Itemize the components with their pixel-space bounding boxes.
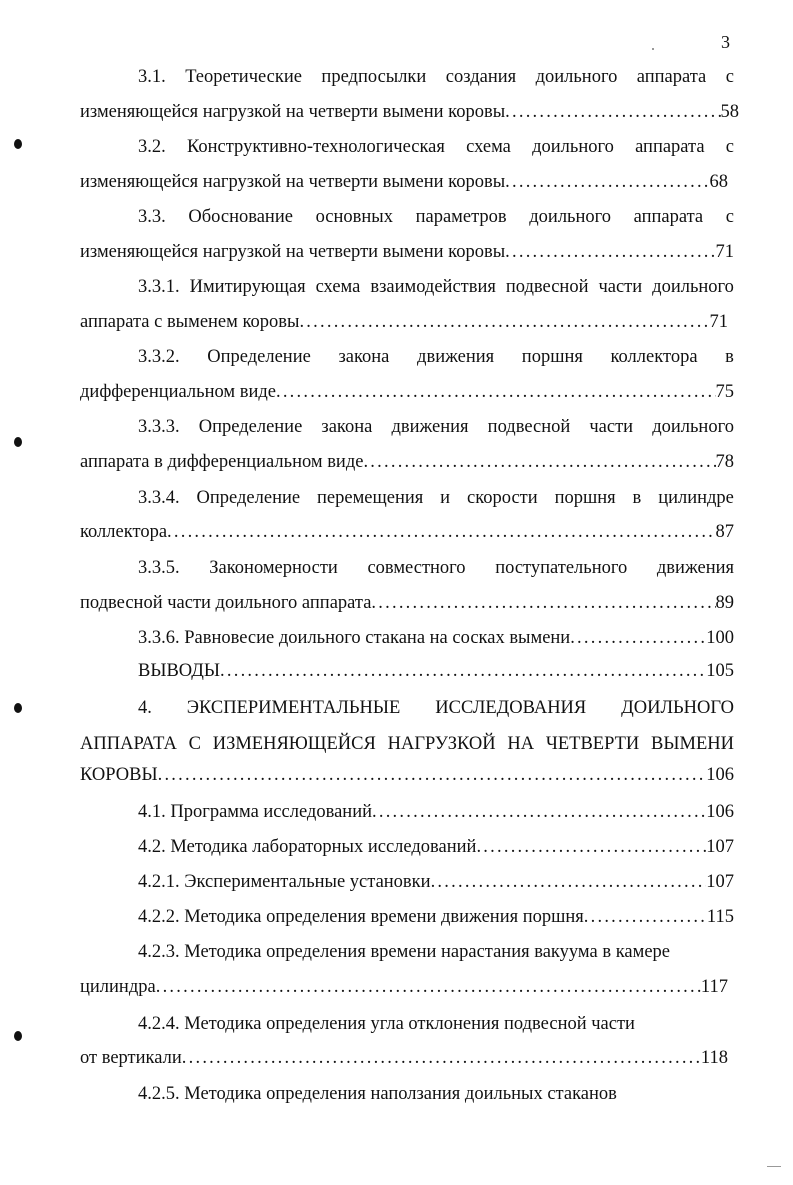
dot-leader <box>584 904 707 930</box>
dot-leader <box>505 239 715 265</box>
toc-word: 3.3.4. <box>138 488 180 508</box>
toc-page-number: 87 <box>715 522 734 542</box>
toc-word: ЧЕТВЕРТИ <box>545 734 640 754</box>
toc-word: 3.3.5. <box>138 558 180 578</box>
toc-word: схема <box>466 137 511 157</box>
toc-entry <box>138 799 734 825</box>
toc-page-number: 118 <box>700 1048 728 1068</box>
toc-word: скорости <box>466 488 538 508</box>
toc-entry-heading <box>138 695 734 721</box>
page-number: 3 <box>721 32 730 52</box>
toc-page-number: 78 <box>715 452 734 472</box>
toc-word: доильного <box>652 417 734 437</box>
dot-leader <box>158 762 707 788</box>
scan-speck <box>652 48 654 50</box>
toc-entry-heading <box>138 1011 734 1037</box>
toc-word: доильного <box>532 137 614 157</box>
toc-entry-heading <box>138 64 734 90</box>
dot-leader <box>505 99 720 125</box>
toc-word: доильного <box>652 277 734 297</box>
toc-entry-continuation <box>80 239 734 265</box>
toc-entry-text: КОРОВЫ <box>80 765 158 785</box>
toc-word: аппарата <box>635 137 705 157</box>
toc-entry-heading <box>138 1081 734 1107</box>
toc-entry-text: изменяющейся нагрузкой на четверти вымени коровы <box>80 242 506 262</box>
toc-word: предпосылки <box>321 67 427 87</box>
toc-word: движения <box>656 558 734 578</box>
toc-word: НАГРУЗКОЙ <box>387 734 496 754</box>
toc-entry-continuation <box>80 1045 728 1071</box>
dot-leader <box>167 519 715 545</box>
dot-leader <box>220 658 706 684</box>
toc-entry-text: ВЫВОДЫ <box>138 661 221 681</box>
toc-word: 3.3. <box>138 207 166 227</box>
toc-word: АППАРАТА <box>80 734 177 754</box>
dot-leader <box>371 590 715 616</box>
toc-word: движения <box>391 417 469 437</box>
toc-page-number: 89 <box>715 593 734 613</box>
toc-entry-continuation <box>80 762 734 788</box>
toc-word: схема <box>315 277 361 297</box>
toc-entry-heading <box>138 344 734 370</box>
dot-leader <box>372 799 706 825</box>
toc-page-number: 107 <box>706 837 734 857</box>
toc-entry-text: 4.2.3. Методика определения времени нарастания вакуума в камере <box>138 942 670 962</box>
toc-word: Определение <box>198 417 303 437</box>
toc-page-number: 115 <box>706 907 734 927</box>
toc-word: с <box>725 137 734 157</box>
toc-word: Конструктивно-технологическая <box>186 137 445 157</box>
toc-word: в <box>725 347 734 367</box>
toc-word: параметров <box>415 207 507 227</box>
toc-word: ИЗМЕНЯЮЩЕЙСЯ <box>212 734 376 754</box>
dot-leader <box>431 869 707 895</box>
dot-leader <box>276 379 716 405</box>
toc-word: коллектора <box>610 347 698 367</box>
toc-word: Определение <box>207 347 311 367</box>
toc-page-number: 106 <box>706 765 734 785</box>
toc-word: с <box>725 207 734 227</box>
toc-word: поступательного <box>495 558 628 578</box>
toc-word: Имитирующая <box>189 277 306 297</box>
scan-corner-mark <box>767 1166 781 1167</box>
binder-hole-mark <box>14 1031 22 1041</box>
toc-word: аппарата <box>633 207 704 227</box>
toc-word: Закономерности <box>209 558 338 578</box>
toc-word: аппарата <box>636 67 707 87</box>
toc-word: части <box>598 277 643 297</box>
dot-leader <box>182 1045 701 1071</box>
toc-entry <box>138 904 734 930</box>
toc-word: совместного <box>367 558 466 578</box>
binder-hole-mark <box>14 139 22 149</box>
toc-entry-text: 4.2.2. Методика определения времени движения поршня <box>138 907 584 927</box>
dot-leader <box>505 169 709 195</box>
toc-page-number: 106 <box>706 802 734 822</box>
toc-word: поршня <box>554 488 616 508</box>
toc-word: создания <box>445 67 517 87</box>
toc-entry-continuation <box>80 974 728 1000</box>
toc-word: С <box>188 734 201 754</box>
toc-page-number: 71 <box>709 312 728 332</box>
toc-word: ДОИЛЬНОГО <box>621 698 734 718</box>
toc-word: 3.2. <box>138 137 166 157</box>
toc-word: подвесной <box>487 417 571 437</box>
dot-leader <box>299 309 709 335</box>
toc-word: закона <box>338 347 390 367</box>
toc-entry-text: изменяющейся нагрузкой на четверти вымени коровы <box>80 172 506 192</box>
toc-page-number: 100 <box>706 628 734 648</box>
toc-entry-continuation <box>80 169 728 195</box>
toc-entry-text: дифференциальном виде <box>80 382 276 402</box>
toc-word: НА <box>507 734 535 754</box>
toc-page-number: 117 <box>700 977 728 997</box>
toc-word: с <box>725 67 734 87</box>
toc-entry-heading <box>138 555 734 581</box>
dot-leader <box>570 625 706 651</box>
toc-entry-text: изменяющейся нагрузкой на четверти вымени коровы <box>80 102 506 122</box>
toc-entry-heading <box>138 939 734 965</box>
toc-entry-text: 4.1. Программа исследований <box>138 802 372 822</box>
toc-word: 3.3.2. <box>138 347 180 367</box>
toc-word: ЭКСПЕРИМЕНТАЛЬНЫЕ <box>186 698 401 718</box>
toc-entry-continuation <box>80 449 734 475</box>
toc-entry-text: 4.2. Методика лабораторных исследований <box>138 837 477 857</box>
dot-leader <box>156 974 701 1000</box>
toc-word: и <box>440 488 451 508</box>
toc-page-number: 107 <box>706 872 734 892</box>
toc-word: Обоснование <box>188 207 293 227</box>
toc-entry <box>138 625 734 651</box>
toc-word: Теоретические <box>185 67 302 87</box>
toc-entry-text: 4.2.5. Методика определения наползания доильных стаканов <box>138 1084 617 1104</box>
toc-word: 3.3.3. <box>138 417 180 437</box>
toc-entry-heading-continued <box>80 731 734 757</box>
toc-entry-heading <box>138 485 734 511</box>
toc-entry <box>138 658 734 684</box>
toc-page-number: 75 <box>715 382 734 402</box>
toc-entry-continuation <box>80 99 739 125</box>
toc-word: доильного <box>529 207 612 227</box>
toc-entry <box>138 834 734 860</box>
toc-entry-heading <box>138 274 734 300</box>
toc-word: доильного <box>535 67 618 87</box>
toc-entry-text: 4.2.1. Экспериментальные установки <box>138 872 431 892</box>
toc-word: Определение <box>196 488 301 508</box>
binder-hole-mark <box>14 437 22 447</box>
toc-word: подвесной <box>505 277 589 297</box>
toc-word: в <box>632 488 642 508</box>
dot-leader <box>476 834 706 860</box>
toc-word: 3.1. <box>138 67 166 87</box>
toc-entry-text: 3.3.6. Равновесие доильного стакана на сосках вымени <box>138 628 571 648</box>
toc-entry-heading <box>138 134 734 160</box>
toc-entry-heading <box>138 204 734 230</box>
toc-word: ВЫМЕНИ <box>651 734 734 754</box>
toc-word: 3.3.1. <box>138 277 180 297</box>
toc-entry-text: 4.2.4. Методика определения угла отклонения подвесной части <box>138 1014 635 1034</box>
toc-entry-text: коллектора <box>80 522 168 542</box>
toc-word: движения <box>417 347 495 367</box>
toc-entry <box>138 869 734 895</box>
toc-word: основных <box>315 207 393 227</box>
toc-page-number: 68 <box>709 172 728 192</box>
toc-word: 4. <box>138 698 152 718</box>
toc-page-number: 71 <box>715 242 734 262</box>
toc-word: цилиндре <box>658 488 734 508</box>
toc-word: поршня <box>521 347 583 367</box>
toc-entry-text: аппарата с выменем коровы <box>80 312 300 332</box>
toc-entry-continuation <box>80 519 734 545</box>
dot-leader <box>363 449 715 475</box>
toc-entry-continuation <box>80 309 728 335</box>
toc-entry-text: подвесной части доильного аппарата <box>80 593 372 613</box>
toc-word: перемещения <box>317 488 424 508</box>
binder-hole-mark <box>14 703 22 713</box>
toc-word: ИССЛЕДОВАНИЯ <box>435 698 587 718</box>
toc-entry-text: цилиндра <box>80 977 156 997</box>
toc-word: закона <box>321 417 373 437</box>
toc-entry-continuation <box>80 590 734 616</box>
toc-entry-text: от вертикали <box>80 1048 182 1068</box>
toc-page-number: 58 <box>720 102 739 122</box>
toc-entry-heading <box>138 414 734 440</box>
toc-word: взаимодействия <box>370 277 496 297</box>
toc-page-number: 105 <box>706 661 734 681</box>
toc-word: части <box>589 417 634 437</box>
toc-entry-text: аппарата в дифференциальном виде <box>80 452 364 472</box>
toc-entry-continuation <box>80 379 734 405</box>
